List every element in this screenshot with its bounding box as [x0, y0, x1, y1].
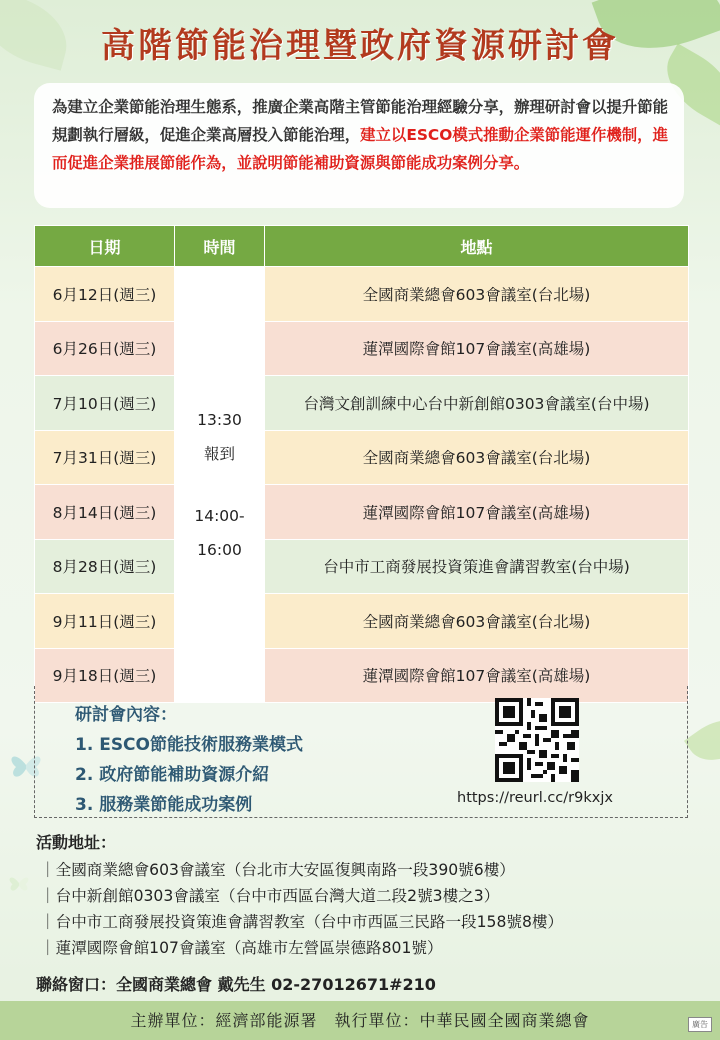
row-venue: 蓮潭國際會館107會議室(高雄場) — [265, 648, 689, 703]
row-venue: 台灣文創訓練中心台中新創館0303會議室(台中場) — [265, 376, 689, 431]
time-cell — [175, 267, 265, 703]
leaf-decoration — [684, 706, 720, 773]
intro-highlight-text: 建立以ESCO模式推動企業節能運作機制，進而促進企業推展節能作為，並說明節能補助資源與節能成功案例分享。 — [52, 126, 668, 172]
page-title: 高階節能治理暨政府資源研討會 — [101, 26, 619, 66]
intro-paragraph — [34, 83, 684, 208]
table-row — [35, 321, 689, 376]
table-row — [35, 376, 689, 431]
table-row — [35, 539, 689, 594]
row-date: 9月11日(週三) — [35, 594, 175, 649]
row-date: 6月12日(週三) — [35, 267, 175, 322]
check-in-label: 報到 — [203, 444, 235, 463]
row-venue: 全國商業總會603會議室(台北場) — [265, 594, 689, 649]
header-time: 時間 — [175, 226, 265, 267]
content-item: 3. 服務業節能成功案例 — [75, 795, 253, 815]
schedule-table — [34, 225, 689, 703]
address-line: ｜全國商業總會603會議室（台北市大安區復興南路一段390號6樓） — [40, 861, 515, 879]
qr-url[interactable]: https://reurl.cc/r9kxjx — [457, 790, 613, 806]
table-row — [35, 485, 689, 540]
address-line: ｜蓮潭國際會館107會議室（高雄市左營區崇德路801號） — [40, 939, 443, 957]
header-venue: 地點 — [265, 226, 689, 267]
row-venue: 全國商業總會603會議室(台北場) — [265, 267, 689, 322]
content-item: 2. 政府節能補助資源介紹 — [75, 765, 270, 785]
table-row — [35, 267, 689, 322]
seminar-content-box — [34, 686, 688, 818]
row-date: 7月31日(週三) — [35, 430, 175, 485]
content-title: 研討會內容： — [75, 705, 177, 725]
row-venue: 蓮潭國際會館107會議室(高雄場) — [265, 321, 689, 376]
address-line: ｜台中市工商發展投資策進會講習教室（台中市西區三民路一段158號8樓） — [40, 913, 564, 931]
check-in-time: 13:30 — [197, 410, 242, 429]
row-date: 6月26日(週三) — [35, 321, 175, 376]
row-date: 7月10日(週三) — [35, 376, 175, 431]
schedule-header-row — [35, 226, 689, 267]
intro-text: 為建立企業節能治理生態系，推廣企業高階主管節能治理經驗分享，辦理研討會以提升節能規劃執行層級，促進企業高層投入節能治理， — [52, 98, 668, 144]
session-start: 14:00- — [194, 506, 245, 525]
organizer-footer: 主辦單位：經濟部能源署 執行單位：中華民國全國商業總會 — [0, 1001, 720, 1040]
row-date: 8月14日(週三) — [35, 485, 175, 540]
ad-badge: 廣告 — [688, 1017, 712, 1032]
row-date: 8月28日(週三) — [35, 539, 175, 594]
row-date: 9月18日(週三) — [35, 648, 175, 703]
row-venue: 全國商業總會603會議室(台北場) — [265, 430, 689, 485]
row-venue: 蓮潭國際會館107會議室(高雄場) — [265, 485, 689, 540]
qr-code-icon[interactable] — [495, 698, 579, 782]
butterfly-icon — [6, 870, 32, 896]
row-venue: 台中市工商發展投資策進會講習教室(台中場) — [265, 539, 689, 594]
content-item: 1. ESCO節能技術服務業模式 — [75, 735, 303, 755]
contact-info: 聯絡窗口：全國商業總會 戴先生 02-27012671#210 — [36, 975, 436, 994]
table-row — [35, 594, 689, 649]
table-row — [35, 430, 689, 485]
address-title: 活動地址： — [36, 833, 117, 852]
address-line: ｜台中新創館0303會議室（台中市西區台灣大道二段2號3樓之3） — [40, 887, 500, 905]
header-date: 日期 — [35, 226, 175, 267]
session-end: 16:00 — [197, 540, 242, 559]
